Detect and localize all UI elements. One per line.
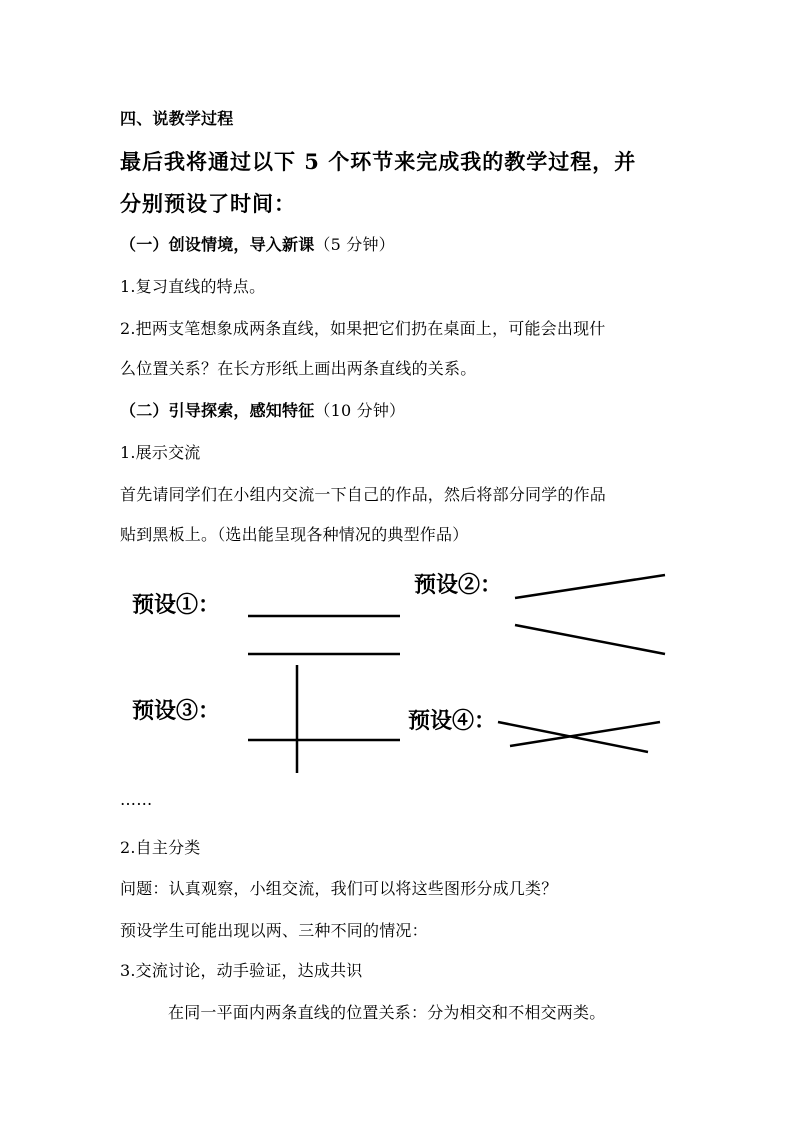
preset-4-label: 预设④： <box>408 708 497 734</box>
step1-heading <box>120 232 395 255</box>
preset-2-label: 预设②： <box>414 572 503 598</box>
expectation: 预设学生可能出现以两、三种不同的情况： <box>120 921 428 940</box>
preset-3-label: 预设③： <box>132 698 221 724</box>
presets-drawing <box>110 560 690 785</box>
intro-line-2: 分别预设了时间： <box>120 191 296 216</box>
step2-heading <box>120 398 405 421</box>
item-discuss: 3.交流讨论，动手验证，达成共识 <box>120 961 363 980</box>
step1-title: （一）创设情境，导入新课 <box>120 235 315 254</box>
question: 问题：认真观察，小组交流，我们可以将这些图形分成几类？ <box>120 879 558 898</box>
conclusion: 在同一平面内两条直线的位置关系：分为相交和不相交两类。 <box>168 1003 606 1022</box>
step1-item1: 1.复习直线的特点。 <box>120 277 266 296</box>
preset-1-label: 预设①： <box>132 592 221 618</box>
step2-para-line2: 贴到黑板上。（选出能呈现各种情况的典型作品） <box>120 525 469 544</box>
step1-duration: （5 分钟） <box>314 235 395 254</box>
intro-line-1: 最后我将通过以下 5 个环节来完成我的教学过程，并 <box>120 149 637 174</box>
step2-duration: （10 分钟） <box>314 401 406 420</box>
step2-item1: 1.展示交流 <box>120 443 201 462</box>
step1-item2-line2: 么位置关系？在长方形纸上画出两条直线的关系。 <box>120 359 477 378</box>
ellipsis: …… <box>120 790 153 809</box>
step2-para-line1: 首先请同学们在小组内交流一下自己的作品，然后将部分同学的作品 <box>120 485 607 504</box>
step2-title: （二）引导探索，感知特征 <box>120 401 315 420</box>
preset-4-line-b <box>510 722 660 746</box>
preset-2-line-b <box>515 625 665 654</box>
presets-figure <box>110 560 690 785</box>
section-heading: 四、说教学过程 <box>120 109 234 128</box>
preset-2-line-a <box>515 575 665 598</box>
item-classify: 2.自主分类 <box>120 838 201 857</box>
step1-item2-line1: 2.把两支笔想象成两条直线，如果把它们扔在桌面上，可能会出现什 <box>120 319 606 338</box>
